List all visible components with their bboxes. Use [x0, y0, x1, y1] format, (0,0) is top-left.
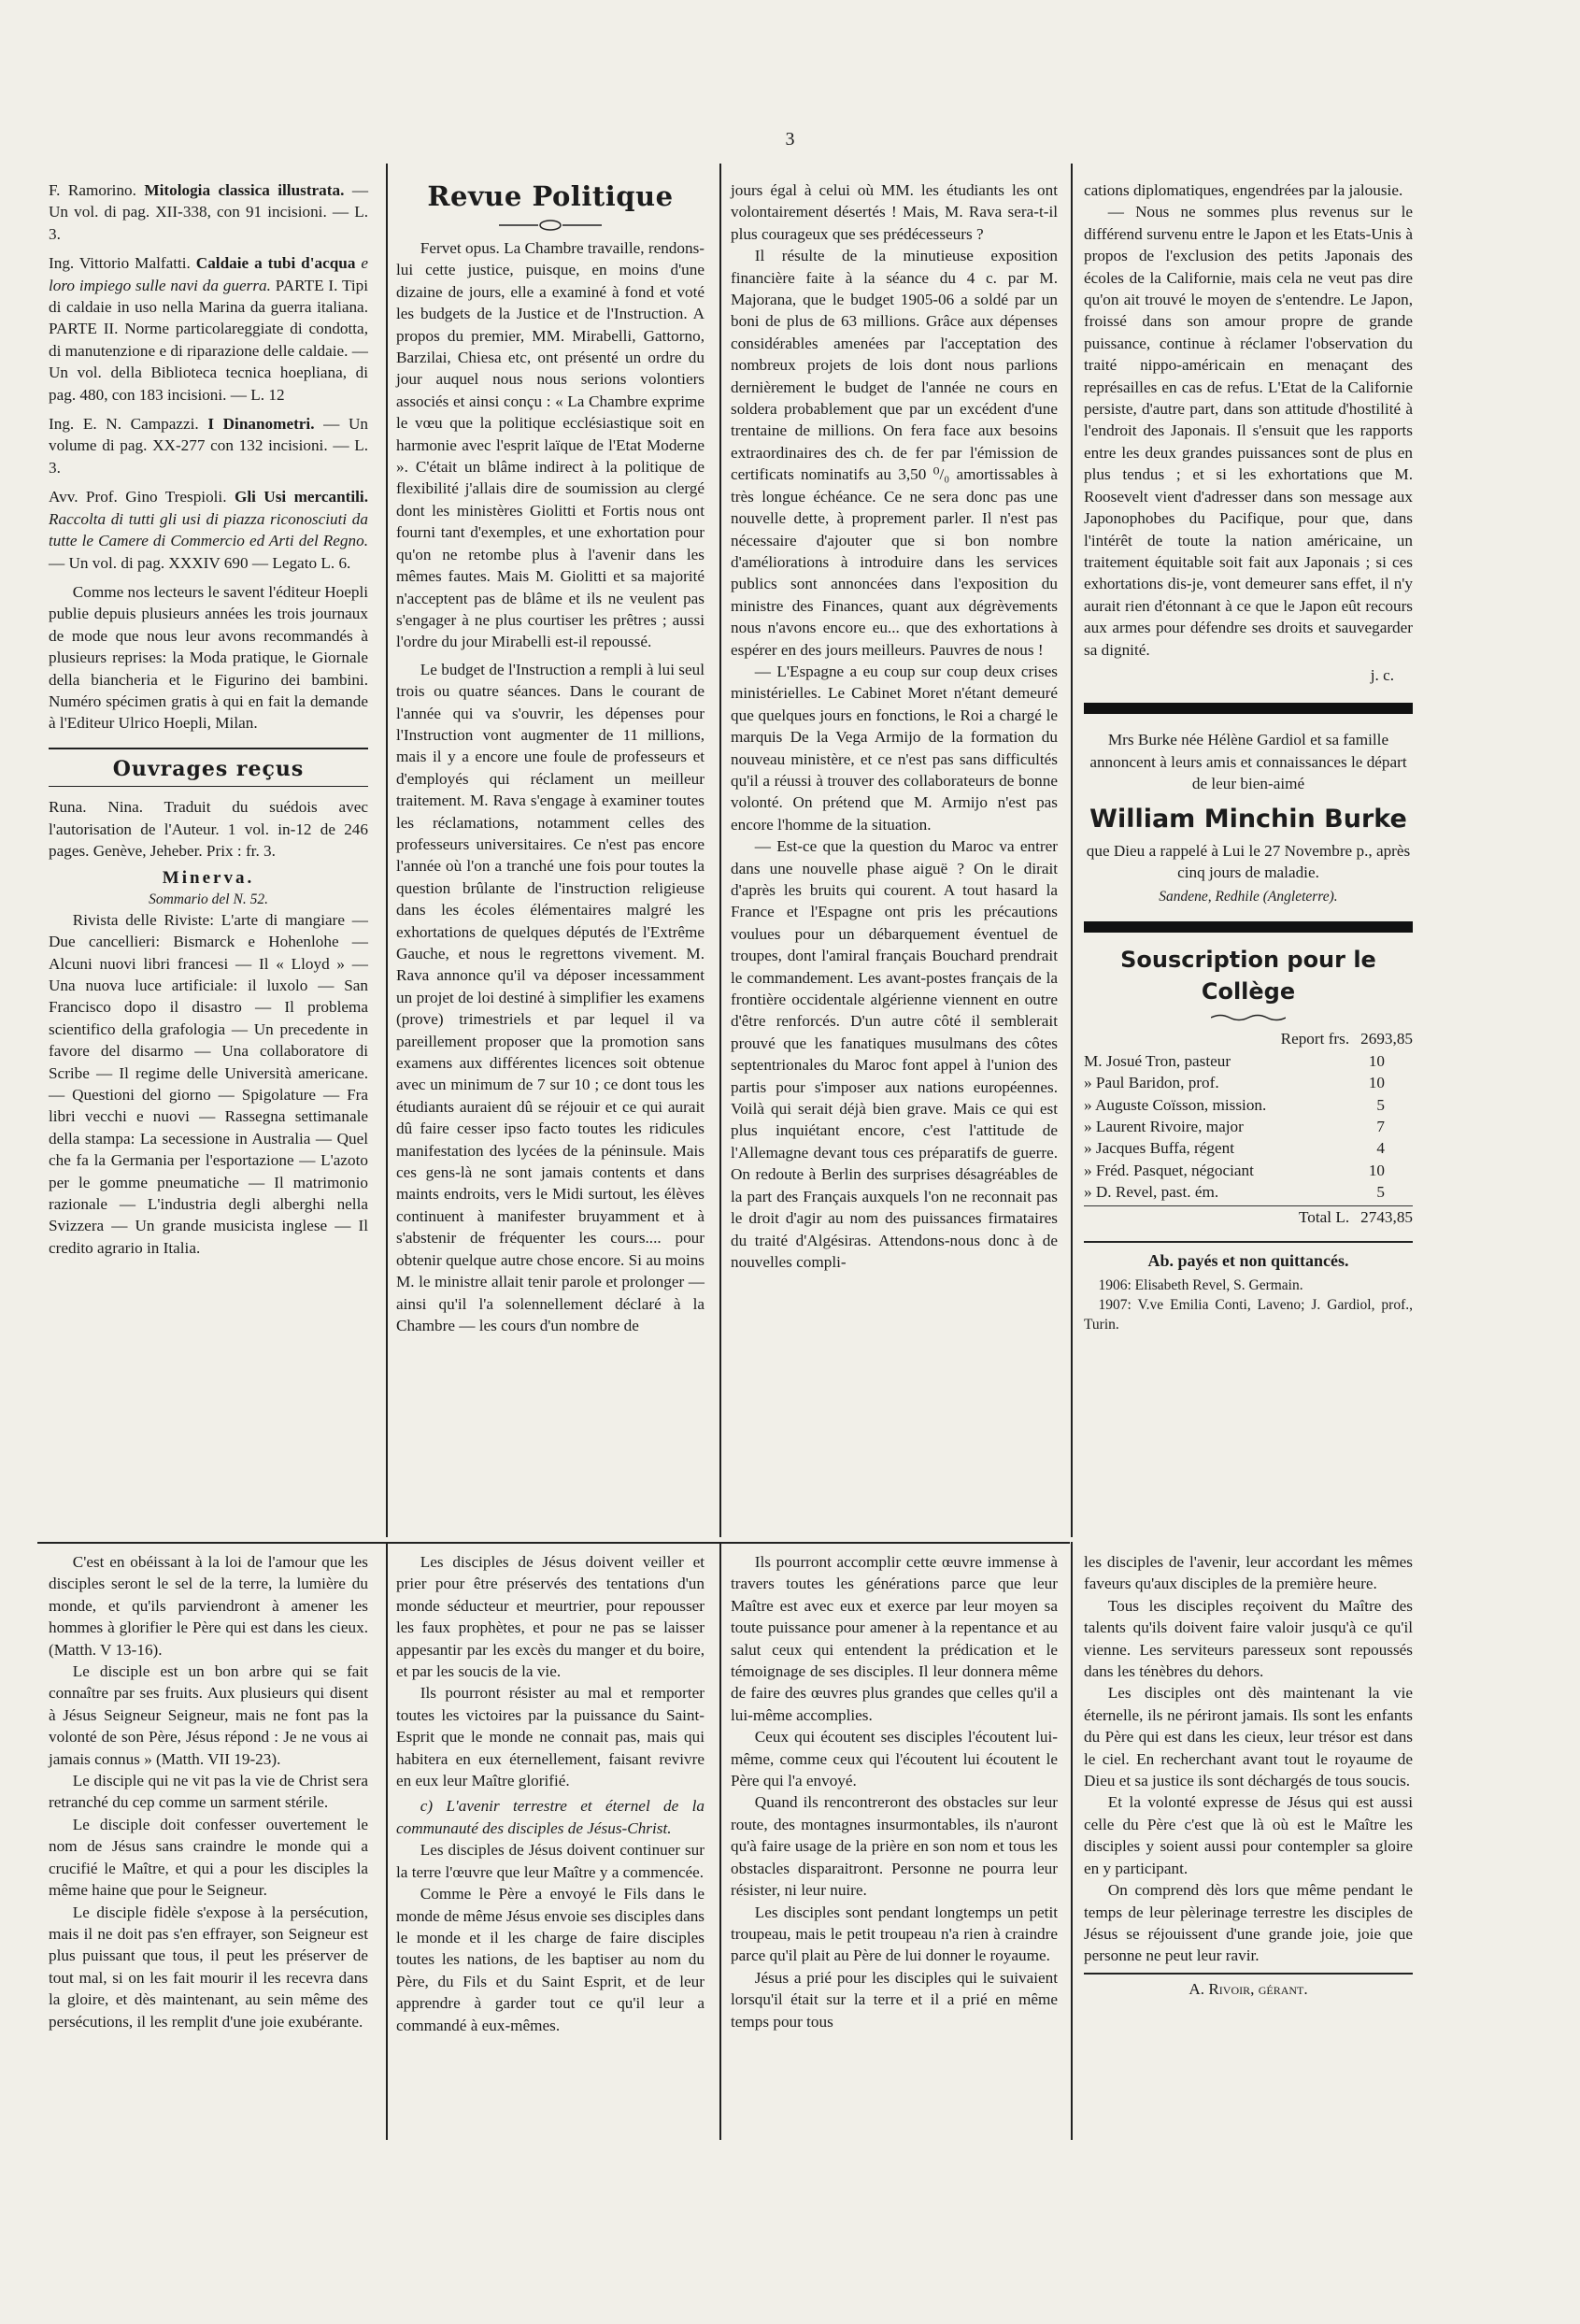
- column-revue: [396, 179, 705, 1336]
- article-paragraph: Jésus a prié pour les disciples qui le suivaient lorsqu'il était sur la terre et il a prié en même temps pour tous: [731, 1968, 1058, 2031]
- donor-row: [1084, 1094, 1413, 1116]
- donor-amount: 10: [1368, 1161, 1385, 1179]
- article-paragraph: Ils pourront accomplir cette œuvre immense à travers toutes les générations parce que leur Maître est avec eux et exerce par leur moyen sa toute puissance pour amener à la repentance et au salut ceux qui entendent la prédication et le témoignage de ses disciples. Il leur donnera même de faire des œuvres plus grandes que celles qu'il a lui-même accomplies.: [731, 1553, 1058, 1724]
- column-revue-cont: [731, 179, 1058, 1273]
- donor-name: » D. Revel, past. ém.: [1084, 1183, 1219, 1202]
- column-rule: [386, 164, 388, 1537]
- abonnes-1906: 1906: Elisabeth Revel, S. Germain.: [1098, 1277, 1303, 1294]
- article-paragraph: On comprend dès lors que même pendant le temps de leur pèlerinage terrestre les disciples de Jésus se réjouissent d'une grande joie, joie que personne ne peut leur ravir.: [1084, 1881, 1413, 1965]
- article-paragraph: Fervet opus. La Chambre travaille, rendons-lui cette justice, puisque, en moins d'une dizaine de jours, elle a examiné à fond et voté les budgets de la Justice et de l'Instruction. A propos du premier, MM. Mirabelli, Gattorno, Barzilai, Chiesa etc, ont présenté un ordre du jour auquel nous nous serions volontiers associés et ainsi conçu : « La Chambre exprime le vœu que la politique ecclésiastique soit en harmonie avec l'esprit laïque de l'Etat Moderne ». C'était un blâme indirect à la politique de flexibilité j'allais dire de soumission au clergé dont les ministères Giolitti et Fortis nous ont fourni tant d'exemples, et une exhortation pour qu'on ne retombe plus à l'avenir dans les mêmes fautes. Mais M. Giolitti et sa majorité n'acceptent pas de blâme et ils ne veulent pas s'engager à ne plus courtiser les prêtres ; aussi l'ordre du jour Mirabelli est-il repoussé.: [396, 239, 705, 651]
- book-entry: Avv. Prof. Gino Trespioli. Gli Usi mercantili. Raccolta di tutti gli usi di piazza riconosciuti da tutte le Camere di Commercio ed Arti del Regno. — Un vol. di pag. XXXIV 690 — Legato L. 6.: [49, 488, 369, 572]
- article-paragraph: Le disciple fidèle s'expose à la persécution, mais il ne doit pas s'en effrayer, son Seigneur est plus puissant que tous, il peut les préserver de tout mal, si on les fait mourir il les recevra dans la gloire, et dès maintenant, au sein même des persécutions, il les remplit d'une joie exubérante.: [49, 1903, 368, 2031]
- donor-name: M. Josué Tron, pasteur: [1084, 1051, 1231, 1070]
- donor-amount: 4: [1376, 1139, 1385, 1158]
- donor-row: [1084, 1160, 1413, 1181]
- report-label: Report frs.: [1280, 1030, 1350, 1048]
- thick-rule: [1084, 921, 1413, 933]
- page-number: 3: [785, 129, 795, 150]
- death-notice-place: Sandene, Redhile (Angleterre).: [1159, 889, 1338, 905]
- book-entry: Runa. Nina. Traduit du suédois avec l'autorisation de l'Auteur. 1 vol. in-12 de 246 pages. Genève, Jeheber. Prix : fr. 3.: [49, 798, 368, 860]
- donor-amount: 10: [1368, 1074, 1385, 1092]
- donor-row: [1084, 1116, 1413, 1137]
- gerant: A. Rivoir, gérant.: [1189, 1979, 1308, 1998]
- donor-amount: 5: [1376, 1095, 1385, 1114]
- section-rule: [49, 748, 368, 749]
- article-paragraph: Il résulte de la minutieuse exposition financière faite à la séance du 4 c. par M. Majorana, que le budget 1905-06 a soldé par un boni de plus de 63 millions. Grâce aux dépenses considérables amenées par l'acceptation des nombreux projets de lois dont nous parlions dernièrement le budget de l'année ne cours en soldera probablement que par un excédent d'une trentaine de millions. On fera face aux besoins extraordinaires des ch. de fer par l'émission de certificats nominatifs au 3,50 ⁰/₀ amortissables à très longue échéance. Ce ne sera donc pas une nouvelle dette, à proprement parler. Il n'est pas nécessaire d'ajouter que si bon nombre d'améliorations à introduire dans les services publics sont annoncées dans l'exposition du ministre des Finances, quant aux dégrèvements nous n'avons encore eu... que des exhortations à espérer en des jours meilleurs. Pauvres de nous !: [731, 247, 1058, 659]
- section-title-ouvrages: Ouvrages reçus: [112, 756, 305, 781]
- column-rule: [1071, 164, 1073, 1537]
- section-rule: [1084, 1241, 1413, 1243]
- donor-name: » Laurent Rivoire, major: [1084, 1118, 1244, 1135]
- article-paragraph: les disciples de l'avenir, leur accordant les mêmes faveurs qu'aux disciples de la première heure.: [1084, 1553, 1413, 1593]
- book-entry: Ing. E. N. Campazzi. I Dinanometri. — Un volume di pag. XX-277 con 132 incisioni. — L. 3.: [49, 415, 369, 477]
- lower-column-4: [1084, 1551, 1413, 2000]
- article-paragraph: C'est en obéissant à la loi de l'amour que les disciples seront le sel de la terre, la lumière du monde, et qu'ils parviendront à amener les hommes à glorifier le Père qui est dans les cieux. (Matth. V 13-16).: [49, 1553, 368, 1659]
- lower-column-2: [396, 1551, 705, 2036]
- article-paragraph: Et la volonté expresse de Jésus qui est aussi celle du Père c'est que là où est le Maître les disciples y soient aussi pour contempler sa gloire en y participant.: [1084, 1793, 1413, 1877]
- article-paragraph: Tous les disciples reçoivent du Maître des talents qu'ils doivent faire valoir jusqu'à ce qu'il vienne. Les serviteurs paresseux sont repoussés dans les ténèbres du dehors.: [1084, 1596, 1413, 1681]
- column-books: [49, 179, 368, 1259]
- abonnes-title: Ab. payés et non quittancés.: [1147, 1251, 1349, 1271]
- book-entry: Ing. Vittorio Malfatti. Caldaie a tubi d'acqua e loro impiego sulle navi da guerra. PARTE I. Tipi di caldaie in uso nella Marina da guerra italiana. PARTE II. Norme particolareggiate di condotta, di manutenzione e di riparazione delle caldaie. — Un vol. della Biblioteca tecnica hoepliana, di pag. 480, con 183 incisioni. — L. 12: [49, 254, 369, 404]
- book-entry: F. Ramorino. Mitologia classica illustrata. — Un vol. di pag. XII-338, con 91 incisioni. — L. 3.: [49, 181, 369, 243]
- section-rule: [1084, 1973, 1413, 1975]
- donor-amount: 7: [1376, 1118, 1385, 1135]
- article-paragraph: Le budget de l'Instruction a rempli à lui seul trois ou quatre séances. Dans le courant de l'année qui va s'ouvrir, les dépenses pour l'Instruction vont augmenter de 11 millions, mais il y a encore une foule de professeurs et d'employés qui réclament un meilleur traitement. M. Rava s'engage à examiner toutes les réclamations, notamment celles des professeurs universitaires. Ce n'est pas encore l'année où l'on a tranché une fois pour toutes la question brûlante de l'instruction religieuse dans les écoles élémentaires malgré les exhortations de quelques députés de l'Extrême Gauche, et nous le regrettons vivement. M. Rava annonce qu'il va déposer incessamment un projet de loi destiné à simplifier les examens (prove) trimestriels et par lequel il va pareillement proposer que la promotion sans examens aux différentes licences soit obtenue avec un minimum de 7 sur 10 ; ce dont tous les étudiants auraient dû se réjouir et ce qui aurait dû faire cesser ipso facto toutes les ridicules manifestation des lycées de la péninsule. Mais ces gens-là ne sont jamais contents et dans maints endroits, vers le Midi surtout, les élèves continuent à manifester bruyamment et à s'abstenir de fréquenter les cours.... pour obtenir quelque autre chose encore. Si au moins M. le ministre allait tenir parole et prolonger — ainsi qu'il l'a solennellement déclaré à la Chambre — les cours d'un nombre de: [396, 660, 705, 1334]
- ornament-divider: [1084, 1013, 1413, 1022]
- article-paragraph: Ceux qui écoutent ses disciples l'écoutent lui-même, comme ceux qui l'écoutent lui écoutent le Père qui l'a envoyé.: [731, 1728, 1058, 1790]
- deceased-name: William Minchin Burke: [1089, 804, 1407, 834]
- donor-row: [1084, 1050, 1413, 1072]
- section-rule: [49, 786, 368, 787]
- column-rule: [1071, 1542, 1073, 2140]
- lower-column-1: [49, 1551, 368, 2032]
- donor-row: [1084, 1072, 1413, 1093]
- column-rule: [386, 1542, 388, 2140]
- total-label: Total L.: [1298, 1207, 1350, 1226]
- article-paragraph: jours égal à celui où MM. les étudiants les ont volontairement désertés ! Mais, M. Rava sera-t-il plus courageux que ses prédécesseurs ?: [731, 181, 1058, 243]
- article-paragraph: Le disciple doit confesser ouvertement le nom de Jésus sans craindre le monde qui a crucifié le Maître, et qui a pour les disciples la même haine que pour le Seigneur.: [49, 1815, 368, 1900]
- souscription-title: Souscription pour le Collège: [1120, 947, 1376, 1005]
- donor-row: [1084, 1181, 1413, 1203]
- column-rule: [719, 164, 721, 1537]
- article-paragraph: cations diplomatiques, engendrées par la jalousie.: [1084, 181, 1403, 199]
- abonnes-1907: 1907: V.ve Emilia Conti, Laveno; J. Gardiol, prof., Turin.: [1084, 1297, 1413, 1333]
- donor-list: [1084, 1050, 1413, 1204]
- total-value: 2743,85: [1360, 1207, 1413, 1226]
- lower-column-3: [731, 1551, 1058, 2032]
- column-right: [1084, 179, 1413, 1334]
- thick-rule: [1084, 703, 1413, 714]
- article-paragraph: Le disciple qui ne vit pas la vie de Christ sera retranché du cep comme un sarment stérile.: [49, 1772, 368, 1812]
- article-paragraph: Les disciples sont pendant longtemps un petit troupeau, mais le petit troupeau n'a rien à craindre parce qu'il plait au Père de lui donner le royaume.: [731, 1903, 1058, 1965]
- revue-title: Revue Politique: [427, 180, 674, 212]
- donor-name: » Auguste Coïsson, mission.: [1084, 1095, 1267, 1114]
- donor-name: » Fréd. Pasquet, négociant: [1084, 1161, 1254, 1179]
- article-paragraph: Quand ils rencontreront des obstacles sur leur route, des montagnes insurmontables, ils n'auront qu'à faire usage de la prière en son nom et tous les obstacles disparaitront. Personne ne pourra leur résister, ni leur nuire.: [731, 1793, 1058, 1900]
- donor-amount: 5: [1376, 1183, 1385, 1202]
- article-paragraph: — L'Espagne a eu coup sur coup deux crises ministérielles. Le Cabinet Moret n'étant demeuré que quelques jours en fonctions, le Roi a chargé le marquis De la Vega Armijo de la formation du nouveau ministère, et ce n'est pas sans difficultés qu'il a réussi à trouver des collaborateurs de bonne volonté. On prétend que M. Armijo n'est pas encore l'homme de la situation.: [731, 662, 1058, 834]
- section-rule: [37, 1542, 1070, 1544]
- donor-row: [1084, 1137, 1413, 1159]
- article-paragraph: — Nous ne sommes plus revenus sur le différend survenu entre le Japon et les Etats-Unis à propos de l'exclusion des petits Japonais des écoles de la Californie, mais cela ne veut pas dire qu'on ait trouvé le moyen de s'entendre. Le Japon, froissé dans son amour propre de grande puissance, continue à réclamer l'observation du traité nippo-américain en menaçant des représailles en cas de refus. L'Etat de la Californie persiste, d'autre part, dans son attitude d'hostilité à l'endroit des Japonais. Il s'ensuit que les rapports entre les deux grandes puissances sont de plus en plus tendus ; et si les exhortations que M. Roosevelt vient d'adresser dans son message aux Japonophobes du Pacifique, pour que, dans l'intérêt de toute la nation américaine, un traitement équitable soit fait aux Japonais ; si ces exhortations dis-je, vont demeurer sans effet, il n'y aurait rien d'étonnant à ce que le Japon eût recours aux armes pour défendre ses droits et sauvegarder sa dignité.: [1084, 203, 1413, 659]
- ornament-divider: [396, 219, 705, 232]
- donor-amount: 10: [1368, 1051, 1385, 1070]
- article-paragraph: Les disciples de Jésus doivent continuer sur la terre l'œuvre que leur Maître y a commencée.: [396, 1841, 705, 1881]
- donor-name: » Jacques Buffa, régent: [1084, 1139, 1234, 1158]
- report-row: [1084, 1028, 1413, 1049]
- signature: j. c.: [1370, 665, 1394, 684]
- hoepli-note: Comme nos lecteurs le savent l'éditeur Hoepli publie depuis plusieurs années les trois journaux de mode que nous leur avons recommandés à plusieurs reprises: la Moda pratique, le Giornale della biancheria et le Figurino dei bambini. Numéro spécimen gratis à qui en fait la demande à l'Editeur Ulrico Hoepli, Milan.: [49, 582, 369, 733]
- column-rule: [719, 1542, 721, 2140]
- article-paragraph: Les disciples de Jésus doivent veiller et prier pour être préservés des tentations d'un monde séducteur et meurtrier, pour repousser les faux prophètes, et pour ne pas se laisser appesantir par les excès du manger et du boire, et par les soucis de la vie.: [396, 1553, 705, 1681]
- death-notice-intro: Mrs Burke née Hélène Gardiol et sa famille annoncent à leurs amis et connaissances le départ de leur bien-aimé: [1089, 731, 1407, 793]
- minerva-title: Minerva.: [162, 868, 255, 889]
- report-value: 2693,85: [1360, 1030, 1413, 1048]
- article-paragraph: Le disciple est un bon arbre qui se fait connaître par ses fruits. Aux plusieurs qui disent à Jésus Seigneur Seigneur, mais ne font pas la volonté de son Père, Jésus répond : Je ne vous ai jamais connus » (Matth. VII 19-23).: [49, 1662, 368, 1768]
- article-paragraph: Comme le Père a envoyé le Fils dans le monde de même Jésus envoie ses disciples dans le monde et il les charge de faire disciples toutes les nations, de les baptiser au nom du Père, du Fils et du Saint Esprit, et de leur apprendre à garder tout ce qu'il leur a commandé à eux-mêmes.: [396, 1885, 705, 2034]
- death-notice-details: que Dieu a rappelé à Lui le 27 Novembre p., après cinq jours de maladie.: [1086, 841, 1411, 881]
- minerva-summary: Rivista delle Riviste: L'arte di mangiare — Due cancellieri: Bismarck e Hohenlohe — Alcuni nuovi libri francesi — Il « Lloyd » — Una nuova luce artificiale: il luxolo — San Francisco dopo il disastro — Il problema scientifico della grafologia — Un precedente in favore del disarmo — Una collaboratore di Scribe — Il regime delle Università americane. — Questioni del giorno — Spigolature — Fra libri vecchi e nuovi — Rassegna settimanale della stampa: La secessione in Australia — Quel che fa la Germania per l'esportazione — L'azoto per le gomme pneumatiche — Il matrimonio razionale — L'industria degli alberghi nella Svizzera — Un grande musicista inglese — Il credito agrario in Italia.: [49, 910, 368, 1257]
- minerva-subtitle: Sommario del N. 52.: [149, 891, 268, 907]
- total-row: [1084, 1205, 1413, 1228]
- article-paragraph: Ils pourront résister au mal et remporter toutes les victoires par la puissance du Saint-Esprit que le monde ne connait pas, mais qui habitera en eux éternellement, faisant revivre en eux leur Maître glorifié.: [396, 1684, 705, 1790]
- article-paragraph: Les disciples ont dès maintenant la vie éternelle, ils ne périront jamais. Ils sont les enfants du Père qui est dans les cieux, leur trésor est dans le ciel. En recherchant avant tout le royaume de Dieu et sa justice ils sont déchargés de tous soucis.: [1084, 1684, 1413, 1790]
- section-heading: c) L'avenir terrestre et éternel de la communauté des disciples de Jésus-Christ.: [396, 1797, 705, 1837]
- donor-name: » Paul Baridon, prof.: [1084, 1074, 1219, 1092]
- article-paragraph: — Est-ce que la question du Maroc va entrer dans une nouvelle phase aiguë ? On le dirait d'après les bruits qui courent. A tout hasard la France et l'Espagne ont pris les précautions voulues pour un débarquement éventuel de troupes, dont l'amiral français Bouchard prendrait le commandement. Les avant-postes français de la frontière occidentale algérienne viennent en outre d'être renforcés. D'un autre côté il semblerait prouvé que les fanatiques musulmans des côtes septentrionales du Maroc font appel à l'union des partis pour s'imposer aux nations européennes. Voilà qui serait déjà bien grave. Mais ce qui est plus inquiétant encore, c'est l'attitude de l'Allemagne devant tous ces préparatifs de guerre. On redoute à Berlin des surprises désagréables de la part des Français auxquels l'on ne reconnait pas le droit d'agir au nom des puissances firmataires du traité d'Algésiras. Attendons-nous donc à de nouvelles compli-: [731, 837, 1058, 1271]
